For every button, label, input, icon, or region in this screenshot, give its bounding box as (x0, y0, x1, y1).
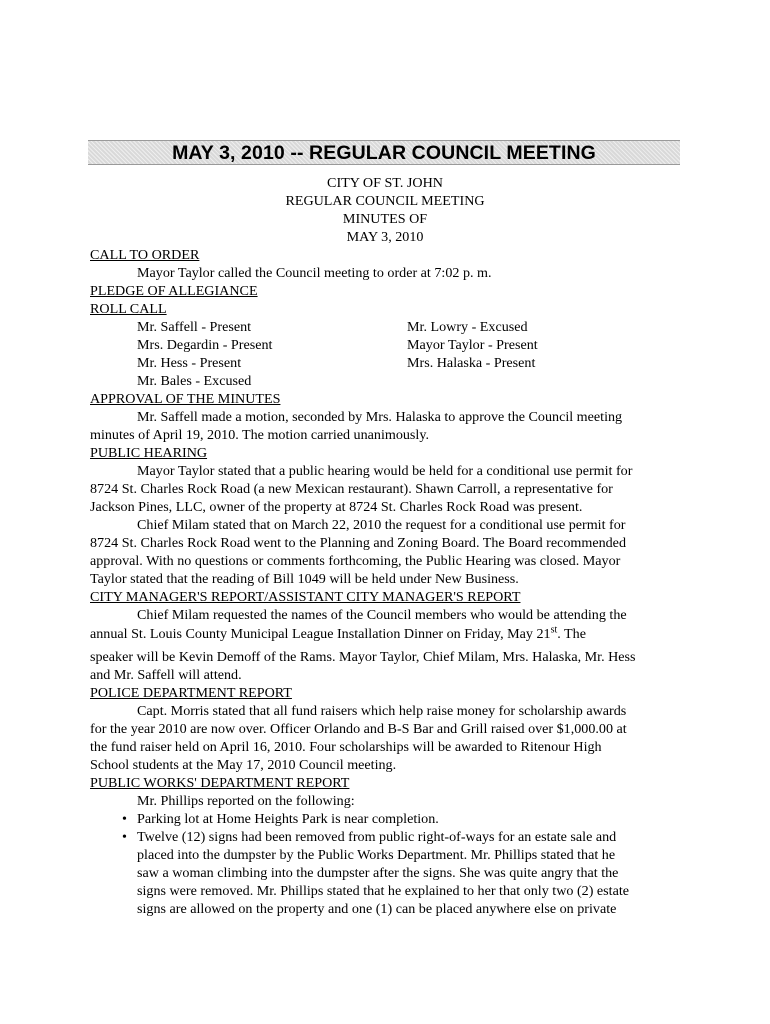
line-text: annual St. Louis County Municipal League Installation Dinner on Friday, May 21 (90, 626, 551, 642)
bullet-icon: • (122, 829, 127, 845)
paragraph-line (90, 620, 680, 648)
roll-call-row (90, 372, 680, 390)
section-pledge: PLEDGE OF ALLEGIANCE (90, 283, 258, 299)
roll-call-entry (407, 372, 647, 390)
ordinal-suffix: st (550, 624, 558, 636)
roll-call-row (90, 354, 680, 372)
paragraph-line: 8724 St. Charles Rock Road went to the Planning and Zoning Board. The Board recommended (90, 535, 626, 551)
paragraph-line: 8724 St. Charles Rock Road (a new Mexican restaurant). Shawn Carroll, a representative for (90, 481, 613, 497)
section-public-works: PUBLIC WORKS' DEPARTMENT REPORT (90, 775, 350, 791)
roll-call-entry: Mr. Lowry - Excused (407, 319, 528, 335)
paragraph-line: Jackson Pines, LLC, owner of the property at 8724 St. Charles Rock Road was present. (90, 499, 583, 515)
bullet-text: Parking lot at Home Heights Park is near completion. (137, 811, 439, 827)
title-banner (88, 140, 680, 165)
line-text: . The (557, 626, 586, 642)
paragraph-line: Mayor Taylor called the Council meeting to order at 7:02 p. m. (137, 265, 492, 281)
roll-call-row (90, 318, 680, 336)
paragraph-line: minutes of April 19, 2010. The motion carried unanimously. (90, 427, 429, 443)
heading-date: MAY 3, 2010 (346, 229, 424, 245)
paragraph-line: Chief Milam requested the names of the Council members who would be attending the (137, 607, 627, 623)
roll-call-entry: Mayor Taylor - Present (407, 337, 538, 353)
paragraph-line: approval. With no questions or comments forthcoming, the Public Hearing was closed. Mayor (90, 553, 621, 569)
section-city-manager: CITY MANAGER'S REPORT/ASSISTANT CITY MANAGER'S REPORT (90, 589, 521, 605)
heading-minutes: MINUTES OF (342, 211, 428, 227)
paragraph-line: School students at the May 17, 2010 Council meeting. (90, 757, 397, 773)
paragraph-line: Chief Milam stated that on March 22, 2010 the request for a conditional use permit for (137, 517, 626, 533)
paragraph-line: Taylor stated that the reading of Bill 1049 will be held under New Business. (90, 571, 519, 587)
banner-title: MAY 3, 2010 -- REGULAR COUNCIL MEETING (172, 142, 596, 164)
paragraph-line: Mayor Taylor stated that a public hearing would be held for a conditional use permit for (137, 463, 633, 479)
paragraph-line: for the year 2010 are now over. Officer Orlando and B-S Bar and Grill raised over $1,000.00 at (90, 721, 627, 737)
paragraph-line: and Mr. Saffell will attend. (90, 667, 242, 683)
paragraph-line: speaker will be Kevin Demoff of the Rams. Mayor Taylor, Chief Milam, Mrs. Halaska, Mr. Hess (90, 649, 636, 665)
roll-call-entry: Mr. Saffell - Present (137, 319, 252, 335)
roll-call-entry: Mrs. Degardin - Present (137, 337, 273, 353)
section-approval: APPROVAL OF THE MINUTES (90, 391, 281, 407)
bullet-item (90, 828, 680, 846)
section-call-to-order: CALL TO ORDER (90, 247, 200, 263)
heading-meeting: REGULAR COUNCIL MEETING (285, 193, 485, 209)
bullet-text: Twelve (12) signs had been removed from public right-of-ways for an estate sale and (137, 829, 617, 845)
heading-city: CITY OF ST. JOHN (327, 175, 443, 191)
bullet-item (90, 810, 680, 828)
bullet-icon: • (122, 811, 127, 827)
roll-call-entry: Mrs. Halaska - Present (407, 355, 536, 371)
paragraph-line: Capt. Morris stated that all fund raisers which help raise money for scholarship awards (137, 703, 627, 719)
bullet-continuation: signs are allowed on the property and one (1) can be placed anywhere else on private (137, 901, 617, 917)
section-public-hearing: PUBLIC HEARING (90, 445, 208, 461)
roll-call-entry: Mr. Bales - Excused (137, 373, 252, 389)
paragraph-line: the fund raiser held on April 16, 2010. Four scholarships will be awarded to Ritenour High (90, 739, 602, 755)
bullet-continuation: placed into the dumpster by the Public Works Department. Mr. Phillips stated that he (137, 847, 616, 863)
bullet-continuation: signs were removed. Mr. Phillips stated that he explained to her that only two (2) estate (137, 883, 629, 899)
roll-call-row (90, 336, 680, 354)
paragraph-line: Mr. Saffell made a motion, seconded by Mrs. Halaska to approve the Council meeting (137, 409, 623, 425)
minutes-document (90, 174, 680, 918)
section-police: POLICE DEPARTMENT REPORT (90, 685, 292, 701)
bullet-continuation: saw a woman climbing into the dumpster after the signs. She was quite angry that the (137, 865, 619, 881)
roll-call-entry: Mr. Hess - Present (137, 355, 242, 371)
section-roll-call: ROLL CALL (90, 301, 167, 317)
paragraph-line: Mr. Phillips reported on the following: (137, 793, 355, 809)
